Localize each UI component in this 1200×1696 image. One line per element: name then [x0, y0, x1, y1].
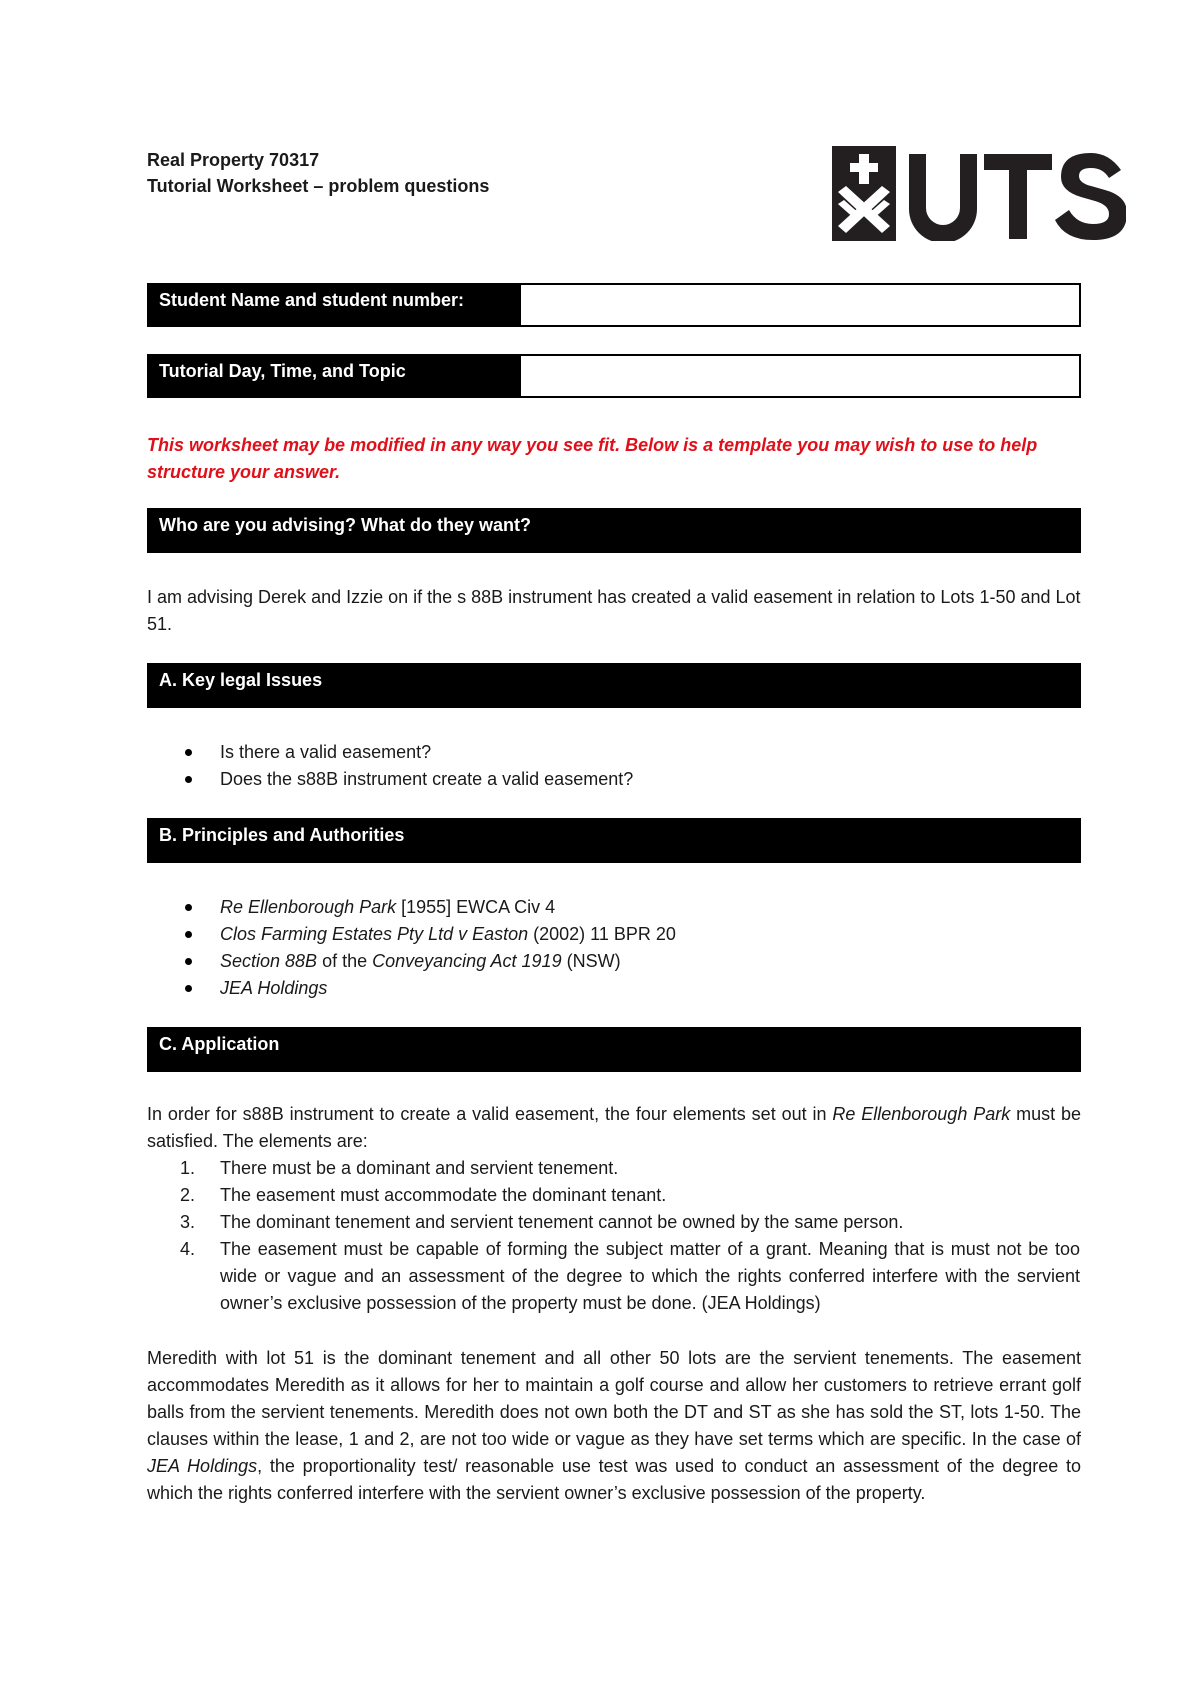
case-name: JEA Holdings — [220, 978, 328, 998]
statute-name: Conveyancing Act 1919 — [372, 951, 562, 971]
list-item — [180, 1236, 1080, 1317]
item-number: 2. — [180, 1185, 196, 1205]
analysis-text: Meredith with lot 51 is the dominant tenement and all other 50 lots are the servient tenements. The easement accommodates Meredith as it allows for her to maintain a golf course and allow her customers to retrieve errant golf balls from the servient tenements. Meredith does not own both the DT and ST as she has sold the ST, lots 1-50. The clauses within the lease, 1 and 2, are not too wide or vague as they have set terms which are specific. In the case of — [147, 1348, 1081, 1449]
document-header — [147, 147, 489, 199]
item-number: 1. — [180, 1158, 196, 1178]
issues-list — [180, 739, 1080, 793]
connector-text: of the — [317, 951, 373, 971]
list-item — [180, 948, 1080, 975]
student-name-input[interactable] — [519, 283, 1081, 327]
item-text: The easement must accommodate the dominant tenant. — [220, 1185, 667, 1205]
application-heading: C. Application — [147, 1027, 1081, 1072]
list-item — [180, 1182, 1080, 1209]
case-name: JEA Holdings — [147, 1456, 258, 1476]
list-item — [180, 975, 1080, 1002]
intro-text: In order for s88B instrument to create a valid easement, the four elements set out in — [147, 1104, 833, 1124]
citation: [1955] EWCA Civ 4 — [396, 897, 556, 917]
worksheet-title: Tutorial Worksheet – problem questions — [147, 176, 490, 196]
application-intro — [147, 1101, 1081, 1155]
tutorial-details-label: Tutorial Day, Time, and Topic — [147, 354, 519, 398]
tutorial-field-row — [147, 354, 1081, 398]
item-text: There must be a dominant and servient tenement. — [220, 1158, 619, 1178]
list-item — [180, 1209, 1080, 1236]
statute-section: Section 88B — [220, 951, 318, 971]
elements-list — [180, 1155, 1080, 1317]
list-item — [180, 921, 1080, 948]
case-name: Re Ellenborough Park — [832, 1104, 1011, 1124]
tutorial-details-input[interactable] — [519, 354, 1081, 398]
jurisdiction: (NSW) — [561, 951, 621, 971]
template-note: This worksheet may be modified in any way you see fit. Below is a template you may wish to use to help structure your answer. — [147, 435, 1038, 482]
principles-heading: B. Principles and Authorities — [147, 818, 1081, 863]
student-field-row — [147, 283, 1081, 327]
item-number: 3. — [180, 1212, 196, 1232]
list-item: Is there a valid easement? — [180, 739, 1080, 766]
issues-heading: A. Key legal Issues — [147, 663, 1081, 708]
case-name: Clos Farming Estates Pty Ltd v Easton — [220, 924, 529, 944]
analysis-text: , the proportionality test/ reasonable use test was used to conduct an assessment of the degree to which the rights conferred interfere with the servient owner’s exclusive possession of the property. — [147, 1456, 1082, 1503]
intro-text: must be satisfied. The elements are: — [147, 1104, 1081, 1151]
item-text: The easement must be capable of forming the subject matter of a grant. Meaning that is must not be too wide or vague and an assessment of the degree to which the rights conferred interfere with the servient owner’s exclusive possession of the property must be done. (JEA Holdings) — [220, 1239, 1080, 1313]
item-text: The dominant tenement and servient tenement cannot be owned by the same person. — [220, 1212, 904, 1232]
advising-heading: Who are you advising? What do they want? — [147, 508, 1081, 553]
list-item — [180, 1155, 1080, 1182]
authorities-list — [180, 894, 1080, 1002]
course-title: Real Property 70317 — [147, 150, 320, 170]
list-item: Does the s88B instrument create a valid easement? — [180, 766, 1080, 793]
student-name-label: Student Name and student number: — [147, 283, 519, 327]
item-number: 4. — [180, 1239, 196, 1259]
advising-body: I am advising Derek and Izzie on if the s 88B instrument has created a valid easement in relation to Lots 1-50 and Lot 51. — [147, 587, 1081, 634]
list-item — [180, 894, 1080, 921]
case-name: Re Ellenborough Park — [220, 897, 397, 917]
uts-logo — [832, 146, 1126, 241]
citation: (2002) 11 BPR 20 — [528, 924, 676, 944]
application-analysis — [147, 1345, 1081, 1507]
